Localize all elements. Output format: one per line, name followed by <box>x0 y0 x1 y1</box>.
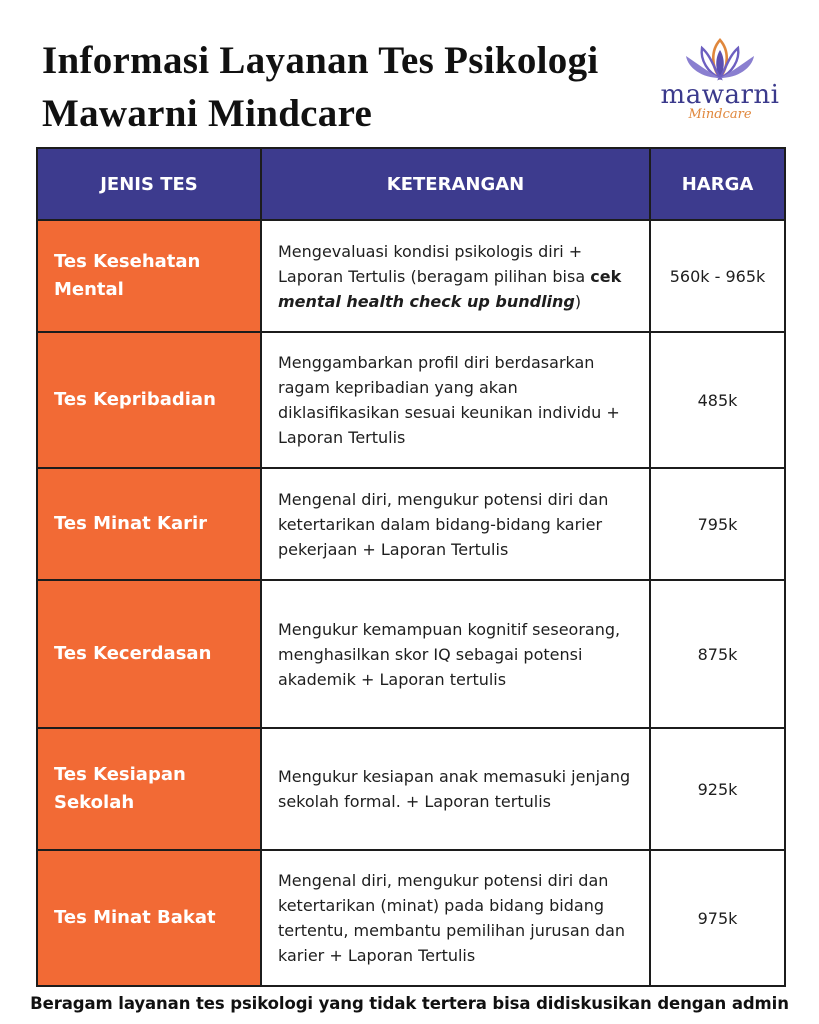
test-description: Mengenal diri, mengukur potensi diri dan ketertarikan dalam bidang-bidang karier pekerjaan + Laporan Tertulis <box>261 468 650 580</box>
page-title-line1: Informasi Layanan Tes Psikologi <box>42 39 599 82</box>
test-name: Tes Kepribadian <box>37 332 261 468</box>
lotus-icon <box>678 36 762 82</box>
description-bold: cek <box>590 266 622 286</box>
column-header-keterangan: KETERANGAN <box>261 148 650 220</box>
logo-subtitle: Mindcare <box>688 107 752 122</box>
test-name: Tes Minat Bakat <box>37 850 261 986</box>
test-name: Tes Minat Karir <box>37 468 261 580</box>
test-description: Mengukur kesiapan anak memasuki jenjang sekolah formal. + Laporan tertulis <box>261 728 650 850</box>
description-text: Mengevaluasi kondisi psikologis diri + Laporan Tertulis (beragam pilihan bisa <box>278 241 591 286</box>
page-title <box>42 34 599 140</box>
test-name: Tes Kesehatan Mental <box>37 220 261 332</box>
brand-logo <box>656 36 784 130</box>
column-header-harga: HARGA <box>650 148 785 220</box>
table-header-row <box>37 148 785 220</box>
logo-name: mawarni <box>660 80 780 110</box>
table-row <box>37 728 785 850</box>
test-description: Mengenal diri, mengukur potensi diri dan ketertarikan (minat) pada bidang bidang tertentu, membantu pemilihan jurusan dan karier + Laporan Tertulis <box>261 850 650 986</box>
table-row <box>37 850 785 986</box>
test-name: Tes Kecerdasan <box>37 580 261 728</box>
description-close: ) <box>574 291 582 311</box>
test-price: 975k <box>650 850 785 986</box>
test-name: Tes Kesiapan Sekolah <box>37 728 261 850</box>
footer-note: Beragam layanan tes psikologi yang tidak tertera bisa didiskusikan dengan admin <box>30 994 789 1013</box>
test-description: Menggambarkan profil diri berdasarkan ragam kepribadian yang akan diklasifikasikan sesuai keunikan individu + Laporan Tertulis <box>261 332 650 468</box>
test-description <box>261 220 650 332</box>
test-description: Mengukur kemampuan kognitif seseorang, menghasilkan skor IQ sebagai potensi akademik + Laporan tertulis <box>261 580 650 728</box>
table-row <box>37 580 785 728</box>
table-row <box>37 468 785 580</box>
table-row <box>37 220 785 332</box>
test-price: 485k <box>650 332 785 468</box>
test-price: 925k <box>650 728 785 850</box>
page-title-line2: Mawarni Mindcare <box>42 92 373 135</box>
table-row <box>37 332 785 468</box>
test-price: 560k - 965k <box>650 220 785 332</box>
column-header-jenis: JENIS TES <box>37 148 261 220</box>
test-price: 795k <box>650 468 785 580</box>
price-table <box>36 147 786 987</box>
test-price: 875k <box>650 580 785 728</box>
description-bold-italic: mental health check up bundling <box>278 291 575 311</box>
